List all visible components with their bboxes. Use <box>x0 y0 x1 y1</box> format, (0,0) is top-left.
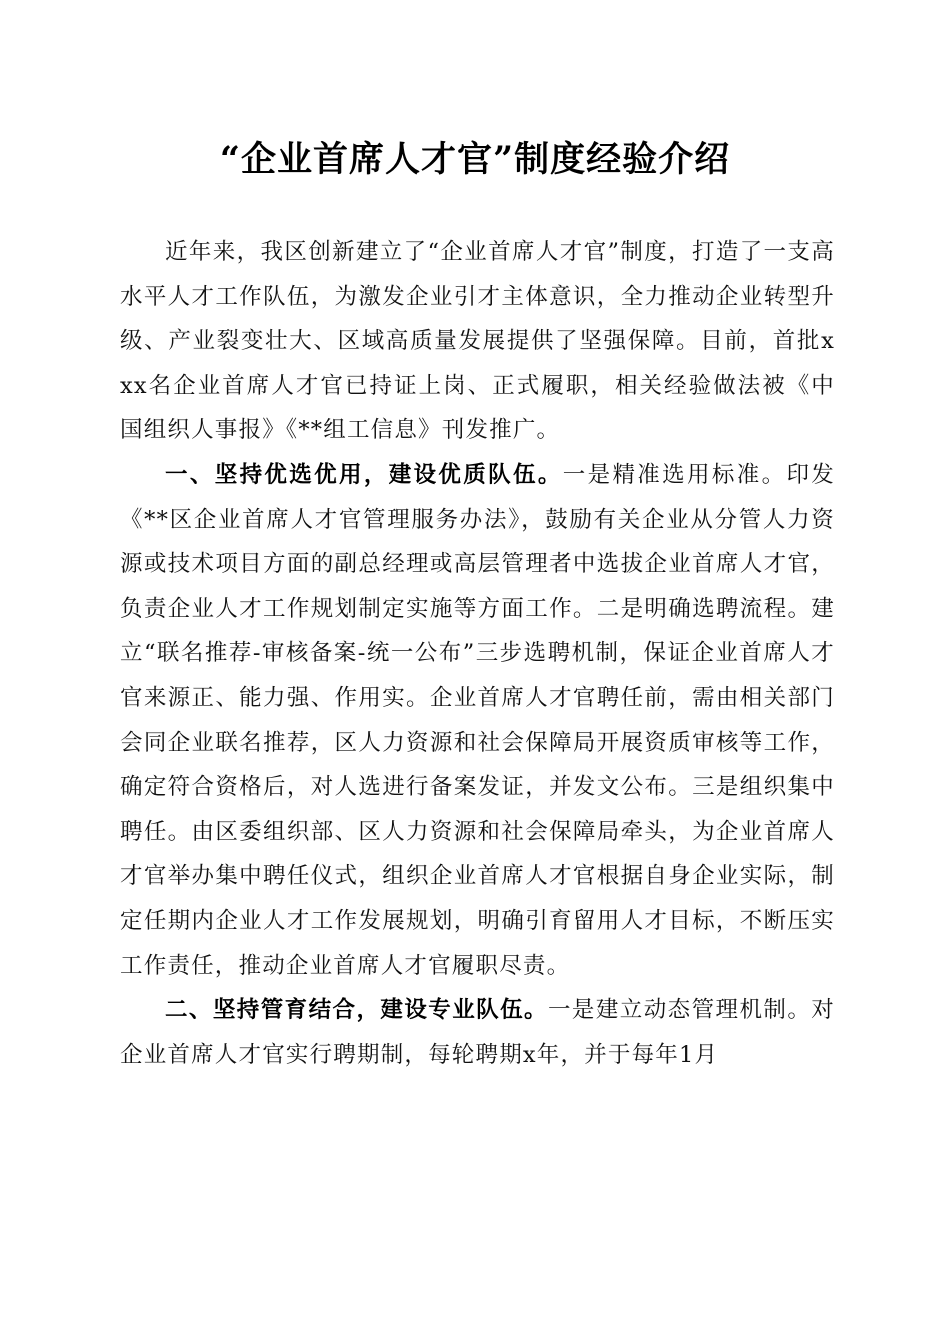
paragraph-section-1 <box>120 453 835 988</box>
paragraph-text: 近年来，我区创新建立了“企业首席人才官”制度，打造了一支高水平人才工作队伍，为激发企业引才主体意识，全力推动企业转型升级、产业裂变壮大、区域高质量发展提供了坚强保障。目前，首批xxx名企业首席人才官已持证上岗、正式履职，相关经验做法被《中国组织人事报》《**组工信息》刊发推广。 <box>120 239 835 444</box>
section-heading: 二、坚持管育结合，建设专业队伍。 <box>165 997 548 1024</box>
document-body <box>120 230 835 1077</box>
paragraph-intro <box>120 230 835 453</box>
paragraph-section-2 <box>120 988 835 1077</box>
section-heading: 一、坚持优选优用，建设优质队伍。 <box>165 461 563 488</box>
paragraph-text: 一是建立动态管理机制。对企业首席人才官实行聘期制，每轮聘期x年，并于每年1月 <box>120 997 836 1068</box>
document-title: “企业首席人才官”制度经验介绍 <box>219 139 731 180</box>
paragraph-text: 一是精准选用标准。印发《**区企业首席人才官管理服务办法》，鼓励有关企业从分管人力资源或技术项目方面的副总经理或高层管理者中选拔企业首席人才官，负责企业人才工作规划制定实施等方面工作。二是明确选聘流程。建立“联名推荐-审核备案-统一公布”三步选聘机制，保证企业首席人才官来源正、能力强、作用实。企业首席人才官聘任前，需由相关部门会同企业联名推荐，区人力资源和社会保障局开展资质审核等工作，确定符合资格后，对人选进行备案发证，并发文公布。三是组织集中聘任。由区委组织部、区人力资源和社会保障局牵头，为企业首席人才官举办集中聘任仪式，组织企业首席人才官根据自身企业实际，制定任期内企业人才工作发展规划，明确引育留用人才目标，不断压实工作责任，推动企业首席人才官履职尽责。 <box>120 461 836 979</box>
